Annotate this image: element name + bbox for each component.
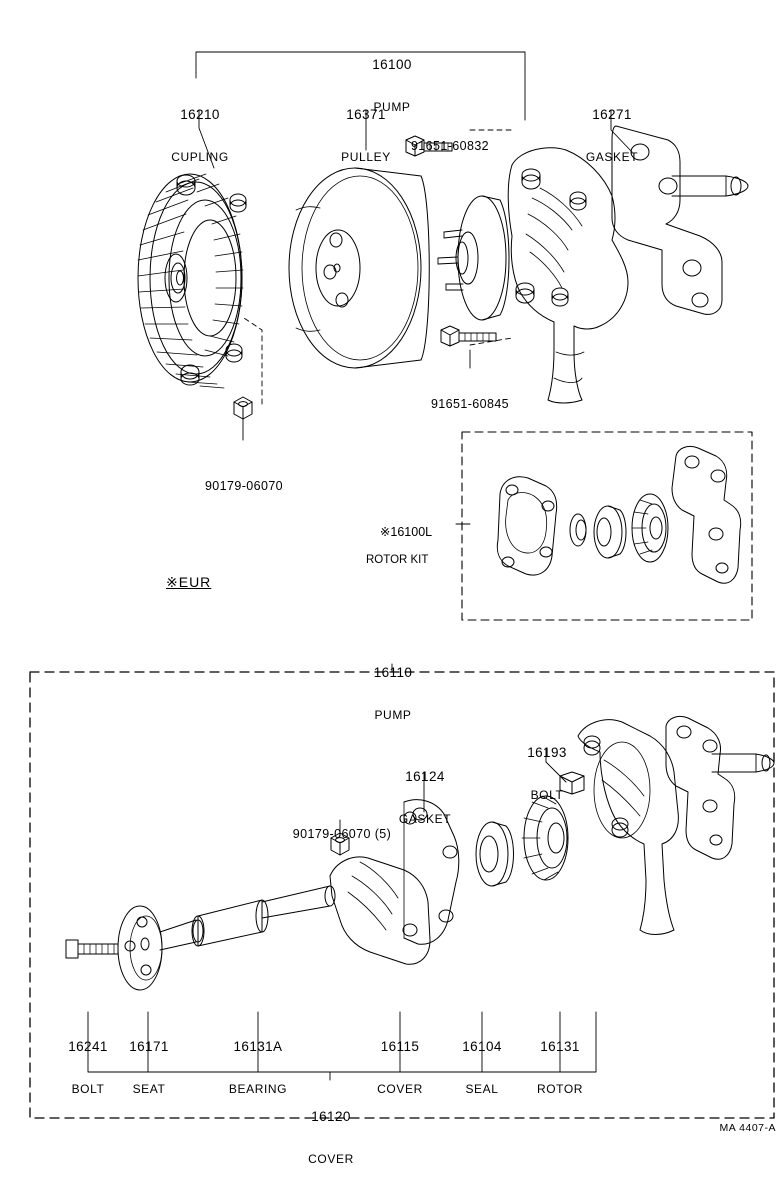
label-code: 16371 [346,107,386,123]
label-name: SEAL [465,1082,499,1097]
bolt-91651-60845 [441,326,496,346]
label-16371-pulley [332,78,400,194]
label-90179-06070-5 [272,800,412,868]
label-91651-60845 [414,370,526,438]
label-90179-06070-upper [188,452,300,520]
label-name: PUMP [374,708,412,723]
label-16210-cupling [164,78,236,194]
label-code: 16115 [380,1039,420,1055]
label-code: 91651-60832 [410,138,490,153]
pump-housing-lower [578,716,774,934]
label-code: 90179-06070 (5) [292,826,392,841]
label-16115-cover [364,1010,436,1126]
label-16104-seal [448,1010,516,1126]
label-16100L-rotor-kit [366,511,432,596]
label-code: 16210 [180,107,220,123]
label-code: 16100 [372,57,412,73]
eur-note [166,574,211,591]
eur-note-text: ※EUR [166,574,212,590]
label-code: 16104 [462,1039,502,1055]
label-16271-gasket [576,78,648,194]
label-name: PULLEY [341,150,391,165]
nut-90179-06070-upper [234,397,252,419]
label-code: 90179-06070 [204,478,284,493]
label-name: PUMP [373,100,411,115]
label-code: 16131A [233,1039,283,1055]
drawing-number: MA 4407-A [719,1122,776,1134]
label-code: 16131 [540,1039,580,1055]
bolt-16241 [66,940,118,958]
label-name: BEARING [228,1082,288,1097]
label-name: GASKET [585,150,639,165]
label-name: BOLT [530,788,564,803]
pump-hub-flange [438,196,509,320]
label-name: GASKET [398,812,452,827]
label-code: 16120 [311,1109,351,1125]
label-code: 91651-60845 [430,396,510,411]
label-code: 16110 [373,665,413,681]
label-name: COVER [377,1082,423,1097]
label-name: CUPLING [171,150,229,165]
pulley-16371 [289,168,429,368]
label-16171-seat [114,1010,184,1126]
label-16193-bolt [514,716,580,832]
label-name: BOLT [71,1082,105,1097]
label-16120-cover [295,1080,367,1196]
label-16131-rotor [524,1010,596,1126]
label-name: ROTOR [536,1082,584,1097]
seal-16104 [476,822,514,886]
label-code: 16171 [129,1039,169,1055]
seat-16171 [118,906,162,990]
fan-coupling-16210 [138,174,246,388]
rotor-kit-contents [497,446,740,583]
label-name: COVER [308,1152,354,1167]
label-name: SEAT [132,1082,166,1097]
label-code: ※16100L [379,525,433,540]
label-code: 16193 [527,745,567,761]
bearing-shaft-16131A [160,886,335,950]
label-name: ROTOR KIT [366,554,429,567]
label-16110-pump [358,636,428,752]
label-code: 16241 [68,1039,108,1055]
label-code: 16271 [592,107,632,123]
label-91651-60832 [394,112,506,180]
label-code: 16124 [405,769,445,785]
